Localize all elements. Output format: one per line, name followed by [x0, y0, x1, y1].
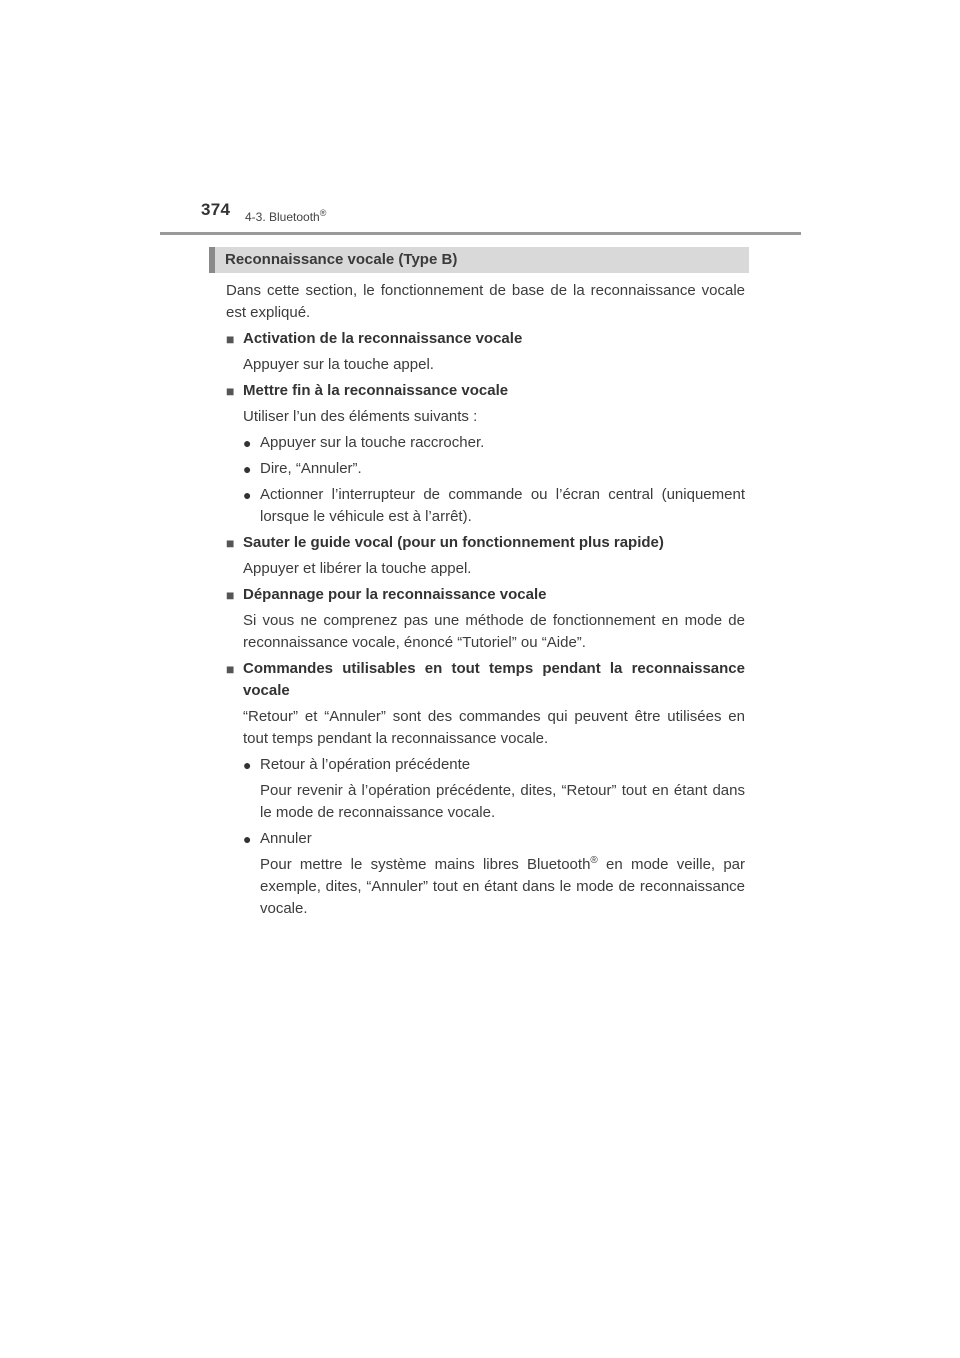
round-bullet-icon: ● — [243, 487, 252, 503]
sauter-text: Appuyer et libérer la touche appel. — [243, 560, 472, 577]
registered-mark: ® — [319, 208, 327, 218]
activation-text: Appuyer sur la touche appel. — [243, 356, 434, 373]
depannage-text: Si vous ne comprenez pas une méthode de fonctionnement en mode de reconnaissance vocale, énoncé “Tutoriel” ou “Aide”. — [243, 612, 745, 651]
section-title: Reconnaissance vocale (Type B) — [225, 251, 458, 268]
square-bullet-icon: ■ — [226, 331, 235, 347]
list-item — [226, 484, 745, 528]
list-item-retour — [226, 754, 745, 776]
list-item-text: Dire, “Annuler”. — [260, 460, 362, 477]
heading-text: Sauter le guide vocal (pour un fonctionnement plus rapide) — [243, 534, 664, 551]
list-item-title: Retour à l’opération précédente — [260, 756, 471, 773]
fin-text: Utiliser l’un des éléments suivants : — [243, 408, 478, 425]
square-bullet-icon: ■ — [226, 587, 235, 603]
list-item-text: Appuyer sur la touche raccrocher. — [260, 434, 485, 451]
registered-mark: ® — [590, 855, 598, 866]
annuler-text — [226, 854, 745, 920]
round-bullet-icon: ● — [243, 757, 252, 773]
heading-activation — [226, 328, 745, 350]
page-content — [226, 280, 745, 920]
square-bullet-icon: ■ — [226, 383, 235, 399]
list-item — [226, 458, 745, 480]
list-item-title: Annuler — [260, 830, 312, 847]
annuler-text-end: en mode veille, par exemple, dites, “Annuler” tout en étant dans le mode de reconnaissance vocale. — [260, 856, 746, 917]
list-item-annuler — [226, 828, 745, 850]
round-bullet-icon: ● — [243, 435, 252, 451]
chapter-title — [245, 208, 326, 224]
heading-text: Dépannage pour la reconnaissance vocale — [243, 586, 547, 603]
section-heading-bar — [209, 247, 749, 273]
page-number: 374 — [201, 200, 231, 219]
heading-text: Mettre fin à la reconnaissance vocale — [243, 382, 509, 399]
header-rule — [160, 232, 801, 235]
intro-paragraph: Dans cette section, le fonctionnement de base de la reconnaissance vocale est expliqué. — [226, 282, 745, 321]
square-bullet-icon: ■ — [226, 661, 235, 677]
heading-commandes — [226, 658, 745, 702]
heading-text: Activation de la reconnaissance vocale — [243, 330, 523, 347]
square-bullet-icon: ■ — [226, 535, 235, 551]
heading-sauter — [226, 532, 745, 554]
annuler-text-start: Pour mettre le système mains libres Bluetooth — [260, 856, 591, 873]
chapter-text: 4-3. Bluetooth — [245, 210, 320, 224]
retour-text: Pour revenir à l’opération précédente, dites, “Retour” tout en étant dans le mode de reconnaissance vocale. — [260, 782, 745, 821]
heading-text: Commandes utilisables en tout temps pendant la reconnaissance vocale — [243, 660, 745, 699]
list-item-text: Actionner l’interrupteur de commande ou l’écran central (uniquement lorsque le véhicule est à l’arrêt). — [260, 486, 745, 525]
heading-depannage — [226, 584, 745, 606]
round-bullet-icon: ● — [243, 461, 252, 477]
heading-fin — [226, 380, 745, 402]
commandes-text: “Retour” et “Annuler” sont des commandes qui peuvent être utilisées en tout temps pendant la reconnaissance vocale. — [243, 708, 745, 747]
list-item — [226, 432, 745, 454]
round-bullet-icon: ● — [243, 831, 252, 847]
